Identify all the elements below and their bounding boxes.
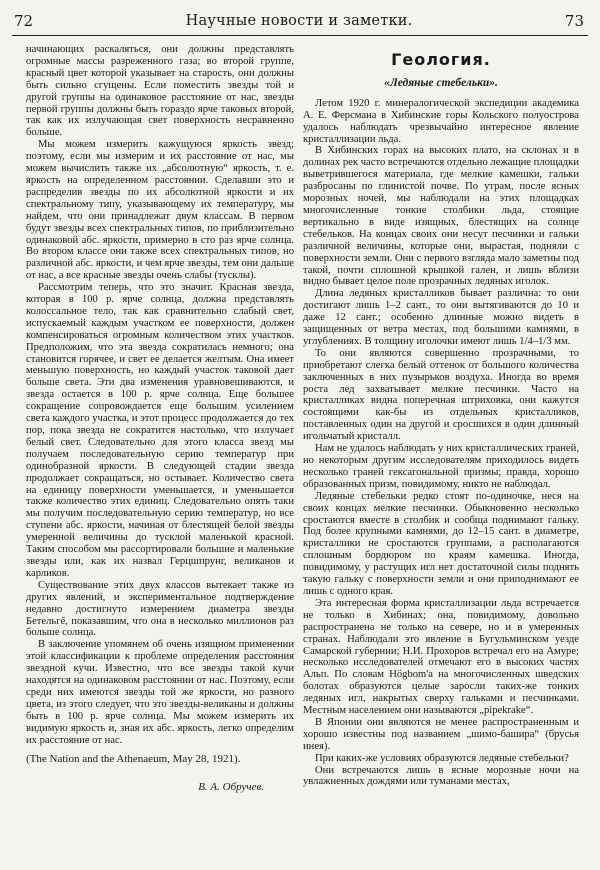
paragraph: Длина ледяных кристалликов бывает различна: то они достигают лишь 1–2 сант., то они вытягиваются до 10 и даже 12 сант.; особенно длинные можно видеть в защищенных от ветра местах, под большими камнями, в углублениях. В толщину иголочки имеют лишь 1/4–1/3 мм. xyxy=(303,288,579,347)
paragraph: Нам не удалось наблюдать у них кристаллических граней, но некоторым другим исследователям приходилось видеть несколько граней гексагональной призмы; правда, хорошо образованных призм, повидимому, никто не наблюдал. xyxy=(303,443,579,490)
paragraph: В Хибинских горах на высоких плато, на склонах и в долинах рек часто встречаются отдельно лежащие площадки выветрившегося материала, где мелкие камешки, гальки разбросаны по глинистой почве. По утрам, после ясных морозных ночей, мы наблюдали на этих площадках многочисленные тонкие столбики льда, стоящие вертикально в виде изящных, блестящих на солнце стебельков. На концах своих они несут песчинки и гальки различной величины, которые они, вырастая, подняли с поверхности земли. Они с первого взгляда мало заметны под такой, почти сплошной крышкой гален, и лишь вблизи видно бывает целое поле прозрачных ледяных иголок. xyxy=(303,145,579,288)
page-number-right: 73 xyxy=(564,12,584,30)
page-number-left: 72 xyxy=(14,12,34,30)
running-title: Научные новости и заметки. xyxy=(185,13,413,29)
paragraph: В Японии они являются не менее распространенным и хорошо известны под названием „шимо-башира“ (брусья инея). xyxy=(303,716,579,752)
paragraph: Ледяные стебельки редко стоят по-одиночке, неся на своих концах мелкие песчинки. Обыкновенно несколько сростаются вместе в столбик и сообща поднимают гальку. Под более крупными камнями, до 12–15 сант. в диаметре, кристаллики не сростаются группами, а располагаются сплошным бордюром по краям камешка. Иногда, повидимому, у растущих игл нет достаточной силы поднять такую гальку с поверхности земли и они приподнимают ее лишь с одного края. xyxy=(303,490,579,597)
paragraph: Рассмотрим теперь, что это значит. Красная звезда, которая в 100 р. ярче солнца, должна представлять колоссальное тело, так как сравнительно слабый свет, испускаемый каждым участком ее поверхности, должен компенсироваться огромным количеством этих участков. Предположим, что эта звезда сократилась немного; она становится горячее, и свет ее делается желтым. Она имеет меньшую поверхность, но каждый участок таковой дает больше света. Эти два изменения уравновешиваются, и звезда остается в 100 р. ярче солнца. Еще большее сокращение сопровождается еще большим усилением света каждого участка, и этот процесс продолжается до тех пор, пока звезда не сократится настолько, что излучает белый свет. Следовательно для этого класса звезд мы получаем последовательную серию температур при одинобразной яркости. В следующей стадии звезда продолжает сокращаться, но остывает. Количество света на единицу поверхности уменьшается, и уменьшается также количество этих единиц. Следовательно опять таки мы получим последовательную серию температур, но все ступени абс. яркости, начиная от блестящей белой звезды умеренной величины до тусклой маленькой красной. Таким способом мы рассортировали большие и маленькие звезды или, как их назвал Герцшпрунг, великанов и карликов. xyxy=(26,282,294,579)
section-title: Геология. xyxy=(391,50,491,69)
page-header xyxy=(14,10,584,32)
paragraph: начинающих раскаляться, они должны представлять огромные массы разреженного газа; во второй группе, красный цвет которой указывает на старость, они должны быть сильно сгущены. Если поместить звезды той и другой группы на одинаковое расстояние от нас, звезды первой группы должны быть гораздо ярче таковых второй, так как их излучающая свет поверхность несравненно больше. xyxy=(26,44,294,139)
right-column xyxy=(303,44,579,866)
paragraph: При каких-же условиях образуются ледяные стебельки? xyxy=(315,752,569,764)
header-rule xyxy=(12,35,588,36)
paragraph: Эта интересная форма кристаллизации льда встречается не только в Хибинах; она, повидимому, довольно распространена не только на севере, но и в умеренных странах. Наблюдали это явление в Бугульминском уезде Самарской губернии; Н.И. Прохоров встречал его на Амуре; несколько исследователей отмечают его в высоких частях Альп. По словам Högbom'а на многочисленных шведских болотах образуются целые заросли таких-же тонких ледяных игл, накрытых сверху гальками и песчинками. Местным населением они называются „pipekrake“. xyxy=(303,597,579,717)
paragraph: Существование этих двух классов вытекает также из других явлений, и экспериментальное подтверждение недавно достигнуто измерением диаметра звезды Бетельгё, показавшим, что она в несколько миллионов раз больше солнца. xyxy=(26,579,294,639)
author-signature: В. А. Обручев. xyxy=(198,781,264,794)
left-column xyxy=(26,44,294,866)
source-citation: (The Nation and the Athenaeum, May 28, 1921). xyxy=(26,753,241,766)
paragraph: В заключение упомянем об очень изящном применении этой классификации к проблеме определения расстояния звездной кучи. Известно, что все звезды такой кучи находятся на одинаковом расстоянии от нас. Поэтому, если среди них имеются звезды той же яркости, но разного цвета, из этого следует, что это звезды-великаны и должны быть в 100 р. ярче солнца. Мы можем измерить их видимую яркость и, зная их абс. яркость, легко определим их расстояние от нас. xyxy=(26,639,294,746)
article-subtitle: «Ледяные стебельки». xyxy=(384,76,498,89)
paragraph: Летом 1920 г. минералогической экспедиции академика А. Е. Ферсмана в Хибинские горы Кольского полуострова удалось наблюдать чрезвычайно интересное явление кристаллизации льда. xyxy=(303,97,579,145)
paragraph: Они встречаются лишь в ясные морозные ночи на увлажненных дождями или туманами местах, xyxy=(303,764,579,788)
paragraph: То они являются совершенно прозрачными, то приобретают слегка белый оттенок от большого количества заключенных в них пузырьков воздуха. Иногда во время роста лед захватывает мелкие песчинки. Часто на кристалликах видна поперечная штриховка, они кажутся состоящими как-бы из отдельных кристалликов, поставленных один на другой и сросшихся в один длинный игольчатый кристалл. xyxy=(303,347,579,443)
paragraph: Мы можем измерить кажущуюся яркость звезд; поэтому, если мы измерим и их расстояние от нас, мы можем вычислить также их „абсолютную“ яркость, т. е. яркость на определенном расстоянии. Сделавши это и распределив звезды по их абсолютной яркости и их спектральному типу, указывающему их температуру, мы найдем, что они принадлежат двум классам. В первом будут звезды всех спектральных типов, по приблизительно одинаковой абс. яркости, примерно в сто раз ярче солнца. Во втором классе они также всех спектральных типов, но различной абс. яркости, и чем ярче звезды, тем они дальше от нас, а все красные звезды очень слабы (тусклы). xyxy=(26,139,294,282)
